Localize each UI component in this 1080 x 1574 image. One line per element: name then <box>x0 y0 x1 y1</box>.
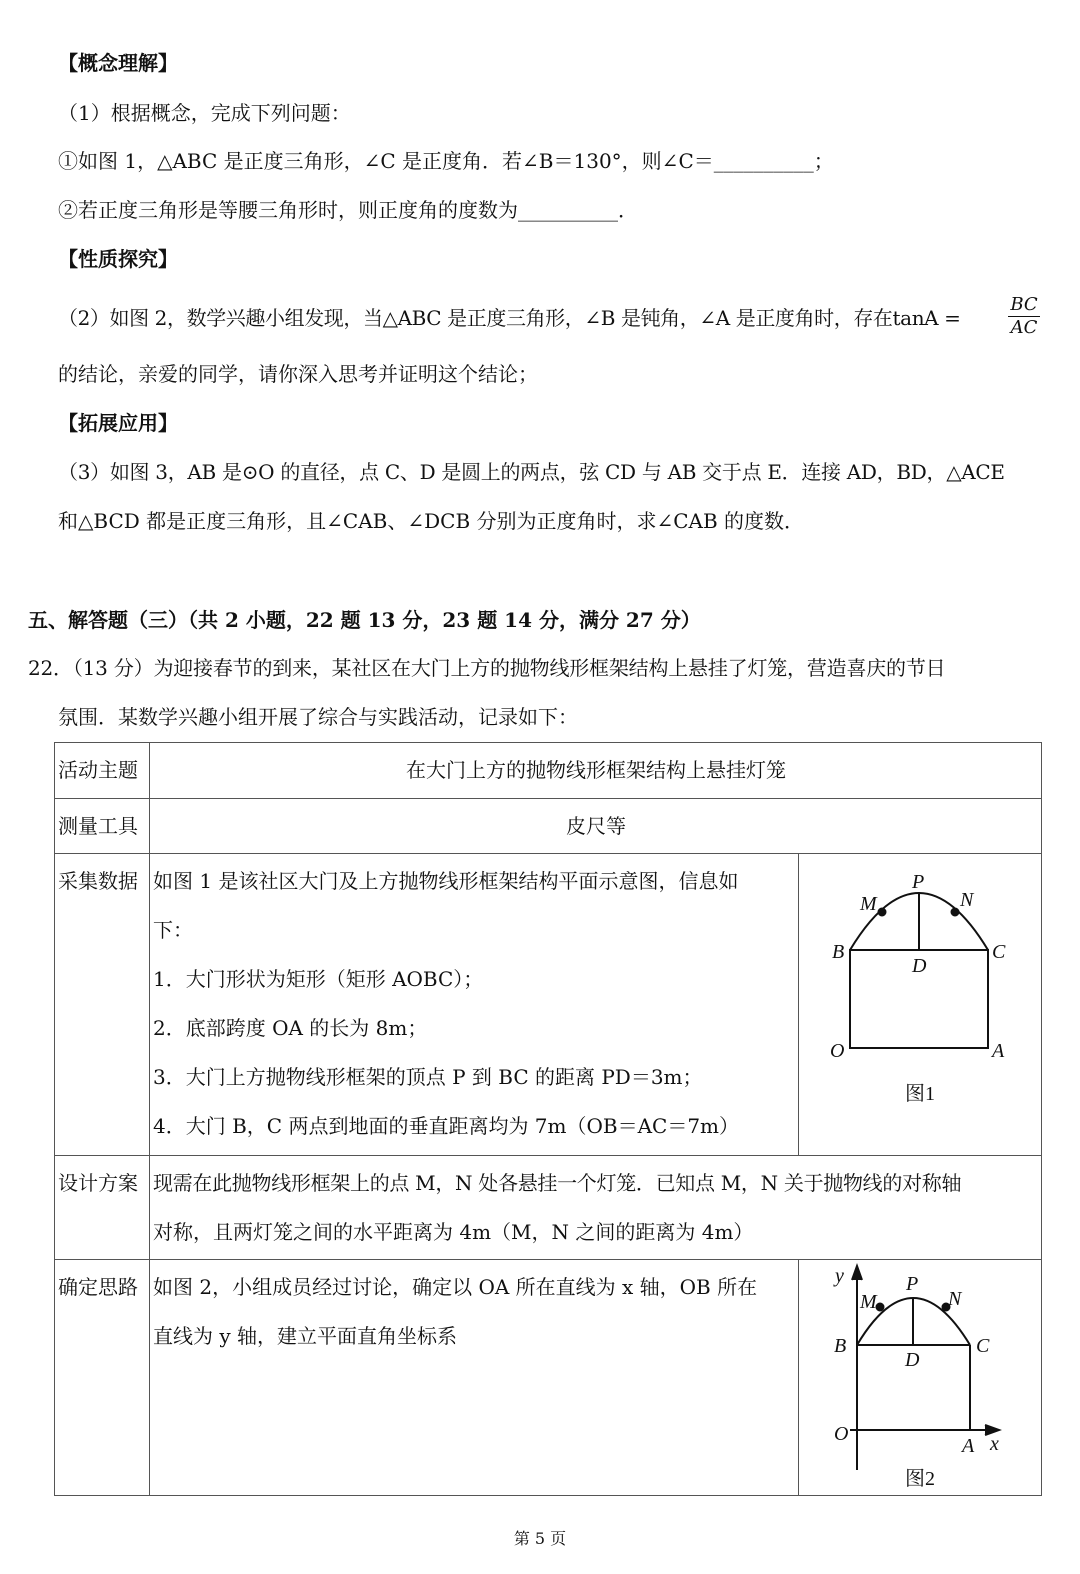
label-b: B <box>832 941 845 963</box>
lantern-m-dot <box>879 909 886 916</box>
figure-2-caption: 图2 <box>905 1468 935 1490</box>
data-line: 4．大门 B，C 两点到地面的垂直距离均为 7m（OB＝AC＝7m） <box>153 1114 740 1138</box>
q3-line2: 和△BCD 都是正度三角形，且∠CAB、∠DCB 分别为正度角时，求∠CAB 的度数． <box>58 509 805 533</box>
fraction-numerator: BC <box>1010 294 1038 315</box>
row-label-approach: 确定思路 <box>58 1275 138 1299</box>
label-o: O <box>834 1423 849 1445</box>
part5-title: 五、解答题（三）（共 2 小题，22 题 13 分，23 题 14 分，满分 27 分） <box>28 608 701 632</box>
q1-part-a: ①如图 1，△ABC 是正度三角形，∠C 是正度角．若∠B＝130°，则∠C＝__________； <box>58 149 834 173</box>
q2-line2: 的结论，亲爱的同学，请你深入思考并证明这个结论； <box>58 362 538 386</box>
row-content-theme: 在大门上方的抛物线形框架结构上悬挂灯笼 <box>406 758 786 782</box>
label-a: A <box>962 1435 975 1457</box>
data-line: 2．底部跨度 OA 的长为 8m； <box>153 1016 428 1040</box>
approach-line: 直线为 y 轴，建立平面直角坐标系 <box>153 1324 458 1348</box>
label-x: x <box>990 1433 999 1455</box>
data-line: 3．大门上方抛物线形框架的顶点 P 到 BC 的距离 PD＝3m； <box>153 1065 703 1089</box>
figure-1-caption: 图1 <box>905 1083 935 1105</box>
label-p: P <box>912 871 925 893</box>
q22-line1: 22．（13 分）为迎接春节的到来，某社区在大门上方的抛物线形框架结构上悬挂了灯笼，营造喜庆的节日 <box>28 656 946 680</box>
section-heading-concept: 【概念理解】 <box>58 51 178 75</box>
y-axis-arrow <box>852 1266 862 1280</box>
label-d: D <box>905 1349 920 1371</box>
label-c: C <box>976 1335 990 1357</box>
label-b: B <box>834 1335 847 1357</box>
label-m: M <box>860 893 877 915</box>
design-line: 对称，且两灯笼之间的水平距离为 4m（M，N 之间的距离为 4m） <box>153 1220 754 1244</box>
page-footer: 第 5 页 <box>513 1529 567 1548</box>
label-p: P <box>906 1273 919 1295</box>
q1-intro: （1）根据概念，完成下列问题： <box>58 101 351 125</box>
row-label-data: 采集数据 <box>58 869 138 893</box>
design-line: 现需在此抛物线形框架上的点 M，N 处各悬挂一个灯笼．已知点 M，N 关于抛物线的对称轴 <box>153 1171 962 1195</box>
q22-line2: 氛围．某数学兴趣小组开展了综合与实践活动，记录如下： <box>58 705 578 729</box>
data-line: 如图 1 是该社区大门及上方抛物线形框架结构平面示意图，信息如 <box>153 869 739 893</box>
q3-line1: （3）如图 3，AB 是⊙O 的直径，点 C、D 是圆上的两点，弦 CD 与 AB 交于点 E．连接 AD，BD，△ACE <box>58 460 1005 484</box>
label-y: y <box>835 1265 844 1287</box>
q2-line1: （2）如图 2，数学兴趣小组发现，当△ABC 是正度三角形，∠B 是钝角，∠A 是正度角时，存在tanA = <box>58 306 961 330</box>
label-n: N <box>948 1288 962 1310</box>
label-a: A <box>992 1040 1005 1062</box>
approach-line: 如图 2，小组成员经过讨论，确定以 OA 所在直线为 x 轴，OB 所在 <box>153 1275 758 1299</box>
row-label-theme: 活动主题 <box>58 758 138 782</box>
fraction-denominator: AC <box>1008 316 1040 339</box>
section-heading-property: 【性质探究】 <box>58 247 178 271</box>
row-label-design: 设计方案 <box>58 1171 138 1195</box>
lantern-m-dot <box>877 1304 884 1311</box>
lantern-n-dot <box>952 909 959 916</box>
section-heading-extend: 【拓展应用】 <box>58 411 178 435</box>
label-c: C <box>992 941 1006 963</box>
q1-part-b: ②若正度三角形是等腰三角形时，则正度角的度数为__________． <box>58 198 638 222</box>
row-content-tools: 皮尺等 <box>566 814 626 838</box>
label-d: D <box>912 955 927 977</box>
label-m: M <box>860 1291 877 1313</box>
data-line: 1．大门形状为矩形（矩形 AOBC）； <box>153 967 484 991</box>
label-o: O <box>830 1040 845 1062</box>
label-n: N <box>960 889 974 911</box>
data-line: 下： <box>153 918 193 942</box>
row-label-tools: 测量工具 <box>58 814 138 838</box>
